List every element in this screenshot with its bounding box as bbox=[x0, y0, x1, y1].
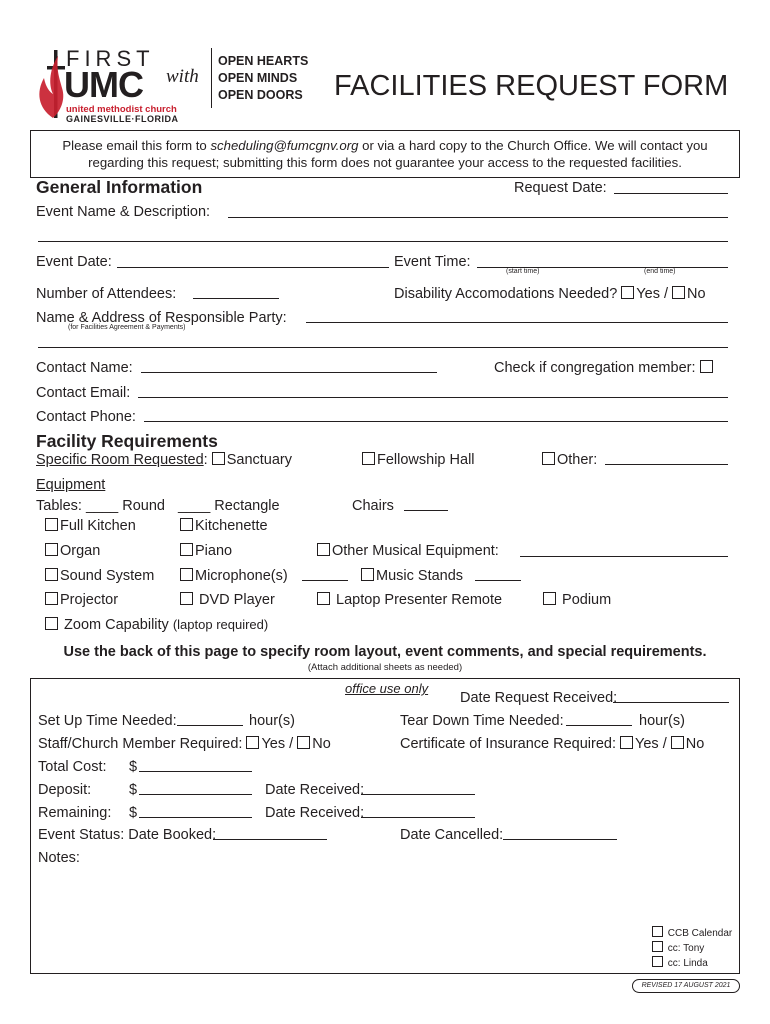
other-room-field[interactable] bbox=[605, 464, 728, 465]
sound-system-option: Sound System bbox=[45, 568, 154, 584]
cc-tony-option: cc: Tony bbox=[652, 941, 704, 954]
fellowship-option: Fellowship Hall bbox=[362, 452, 475, 468]
deposit-date-received-label: Date Received: bbox=[265, 782, 365, 798]
form-title: FACILITIES REQUEST FORM bbox=[334, 70, 729, 102]
other-musical-checkbox[interactable] bbox=[317, 543, 330, 556]
total-cost-field[interactable] bbox=[139, 771, 252, 772]
tagline-minds: OPEN MINDS bbox=[218, 71, 298, 85]
setup-hours-label: hour(s) bbox=[249, 713, 295, 729]
laptop-checkbox[interactable] bbox=[317, 592, 330, 605]
remaining-label: Remaining: bbox=[38, 805, 112, 821]
deposit-date-received-field[interactable] bbox=[361, 794, 475, 795]
request-date-field[interactable] bbox=[614, 193, 728, 194]
congregation-label: Check if congregation member: bbox=[494, 360, 715, 376]
revised-badge: REVISED 17 AUGUST 2021 bbox=[632, 979, 740, 993]
cross-flame-icon bbox=[36, 48, 66, 120]
logo-first: FIRST bbox=[66, 46, 155, 71]
tables-round: Tables: ____ Round bbox=[36, 498, 165, 514]
responsible-party-label: Name & Address of Responsible Party: bbox=[36, 310, 287, 326]
total-cost-dollar: $ bbox=[129, 759, 138, 775]
disability-no-checkbox[interactable] bbox=[672, 286, 685, 299]
projector-option: Projector bbox=[45, 592, 118, 608]
tables-rectangle: ____ Rectangle bbox=[178, 498, 280, 514]
remaining-dollar: $ bbox=[129, 805, 138, 821]
insurance-no-checkbox[interactable] bbox=[671, 736, 684, 749]
notice-line-1: Please email this form to scheduling@fumcgnv.org or via a hard copy to the Church Office. We will contact you bbox=[62, 138, 708, 153]
chairs-label: Chairs bbox=[352, 498, 394, 514]
logo-umc: UMC bbox=[64, 64, 143, 105]
sanctuary-checkbox[interactable] bbox=[212, 452, 225, 465]
tagline-hearts: OPEN HEARTS bbox=[218, 54, 309, 68]
end-time-note: (end time) bbox=[644, 268, 676, 275]
laptop-option: Laptop Presenter Remote bbox=[317, 592, 502, 608]
attach-note: (Attach additional sheets as needed) bbox=[307, 662, 463, 673]
kitchenette-option: Kitchenette bbox=[180, 518, 268, 534]
deposit-field[interactable] bbox=[139, 794, 252, 795]
request-date-label: Request Date: bbox=[514, 180, 607, 196]
other-room-checkbox[interactable] bbox=[542, 452, 555, 465]
contact-name-field[interactable] bbox=[141, 372, 437, 373]
total-cost-label: Total Cost: bbox=[38, 759, 107, 775]
contact-email-label: Contact Email: bbox=[36, 385, 131, 401]
microphones-field[interactable] bbox=[302, 580, 348, 581]
remaining-date-received-field[interactable] bbox=[361, 817, 475, 818]
logo-church-name: united methodist church bbox=[66, 104, 177, 115]
logo-location: GAINESVILLE·FLORIDA bbox=[66, 114, 179, 124]
date-booked-field[interactable] bbox=[213, 839, 327, 840]
music-stands-field[interactable] bbox=[475, 580, 521, 581]
setup-time-label: Set Up Time Needed: bbox=[38, 713, 177, 729]
date-cancelled-field[interactable] bbox=[503, 839, 617, 840]
event-name-label: Event Name & Description: bbox=[36, 204, 211, 220]
staff-required: Staff/Church Member Required: Yes / No bbox=[38, 736, 331, 752]
insurance-required: Certificate of Insurance Required: Yes / No bbox=[400, 736, 705, 752]
teardown-time-field[interactable] bbox=[566, 725, 632, 726]
facility-heading: Facility Requirements bbox=[36, 431, 218, 451]
full-kitchen-checkbox[interactable] bbox=[45, 518, 58, 531]
responsible-party-note: (for Facilities Agreement & Payments) bbox=[68, 324, 186, 331]
attendees-label: Number of Attendees: bbox=[36, 286, 177, 302]
other-room-option: Other: bbox=[542, 452, 597, 468]
event-date-field[interactable] bbox=[117, 267, 389, 268]
music-stands-option: Music Stands bbox=[361, 568, 463, 584]
logo-divider bbox=[211, 48, 212, 108]
responsible-address-field[interactable] bbox=[38, 347, 728, 348]
other-musical-field[interactable] bbox=[520, 556, 728, 557]
start-time-note: (start time) bbox=[506, 268, 540, 275]
dvd-checkbox[interactable] bbox=[180, 592, 193, 605]
back-page-note: Use the back of this page to specify room layout, event comments, and special requirements. bbox=[63, 644, 707, 660]
deposit-label: Deposit: bbox=[38, 782, 92, 798]
event-name-field[interactable] bbox=[228, 217, 728, 218]
cc-tony-checkbox[interactable] bbox=[652, 941, 663, 952]
disability-yes-checkbox[interactable] bbox=[621, 286, 634, 299]
office-use-heading: office use only bbox=[345, 681, 429, 696]
contact-phone-field[interactable] bbox=[144, 421, 728, 422]
kitchenette-checkbox[interactable] bbox=[180, 518, 193, 531]
date-cancelled-label: Date Cancelled: bbox=[400, 827, 504, 843]
notice-line-2: regarding this request; submitting this form does not guarantee your access to the requested facilities. bbox=[88, 155, 682, 170]
notice-box bbox=[30, 130, 740, 178]
event-date-label: Event Date: bbox=[36, 254, 112, 270]
piano-checkbox[interactable] bbox=[180, 543, 193, 556]
sound-system-checkbox[interactable] bbox=[45, 568, 58, 581]
staff-no-checkbox[interactable] bbox=[297, 736, 310, 749]
logo-with: with bbox=[166, 66, 199, 87]
remaining-date-received-label: Date Received: bbox=[265, 805, 365, 821]
cc-linda-option: cc: Linda bbox=[652, 956, 708, 969]
chairs-field[interactable] bbox=[404, 510, 448, 511]
organ-option: Organ bbox=[45, 543, 100, 559]
disability-question: Disability Accomodations Needed? Yes / No bbox=[394, 286, 706, 302]
deposit-dollar: $ bbox=[129, 782, 138, 798]
attendees-field[interactable] bbox=[193, 298, 279, 299]
zoom-option: Zoom Capability (laptop required) bbox=[45, 617, 268, 633]
podium-option: Podium bbox=[543, 592, 611, 608]
ccb-calendar-checkbox[interactable] bbox=[652, 926, 663, 937]
cc-linda-checkbox[interactable] bbox=[652, 956, 663, 967]
equipment-label: Equipment bbox=[36, 477, 106, 493]
date-request-received-label: Date Request Received: bbox=[460, 690, 618, 706]
setup-time-field[interactable] bbox=[177, 725, 243, 726]
full-kitchen-option: Full Kitchen bbox=[45, 518, 136, 534]
event-status-label: Event Status: Date Booked: bbox=[38, 827, 217, 843]
notice-email[interactable]: scheduling@fumcgnv.org bbox=[210, 138, 359, 153]
contact-name-label: Contact Name: bbox=[36, 360, 133, 376]
teardown-time-label: Tear Down Time Needed: bbox=[400, 713, 564, 729]
podium-checkbox[interactable] bbox=[543, 592, 556, 605]
event-time-label: Event Time: bbox=[394, 254, 471, 270]
dvd-option: DVD Player bbox=[180, 592, 275, 608]
other-musical-option: Other Musical Equipment: bbox=[317, 543, 499, 559]
ccb-calendar-option: CCB Calendar bbox=[652, 926, 732, 939]
notes-label: Notes: bbox=[38, 850, 80, 866]
organ-checkbox[interactable] bbox=[45, 543, 58, 556]
contact-email-field[interactable] bbox=[138, 397, 728, 398]
insurance-yes-checkbox[interactable] bbox=[620, 736, 633, 749]
remaining-field[interactable] bbox=[139, 817, 252, 818]
responsible-party-field[interactable] bbox=[306, 322, 728, 323]
date-request-received-field[interactable] bbox=[613, 702, 729, 703]
general-info-heading: General Information bbox=[36, 177, 203, 197]
room-requested: Specific Room Requested: Sanctuary bbox=[36, 452, 293, 468]
staff-yes-checkbox[interactable] bbox=[246, 736, 259, 749]
tagline-doors: OPEN DOORS bbox=[218, 88, 303, 102]
fellowship-checkbox[interactable] bbox=[362, 452, 375, 465]
teardown-hours-label: hour(s) bbox=[639, 713, 685, 729]
microphones-checkbox[interactable] bbox=[180, 568, 193, 581]
congregation-checkbox[interactable] bbox=[700, 360, 713, 373]
microphones-option: Microphone(s) bbox=[180, 568, 288, 584]
music-stands-checkbox[interactable] bbox=[361, 568, 374, 581]
projector-checkbox[interactable] bbox=[45, 592, 58, 605]
contact-phone-label: Contact Phone: bbox=[36, 409, 136, 425]
event-description-field[interactable] bbox=[38, 241, 728, 242]
piano-option: Piano bbox=[180, 543, 232, 559]
zoom-checkbox[interactable] bbox=[45, 617, 58, 630]
